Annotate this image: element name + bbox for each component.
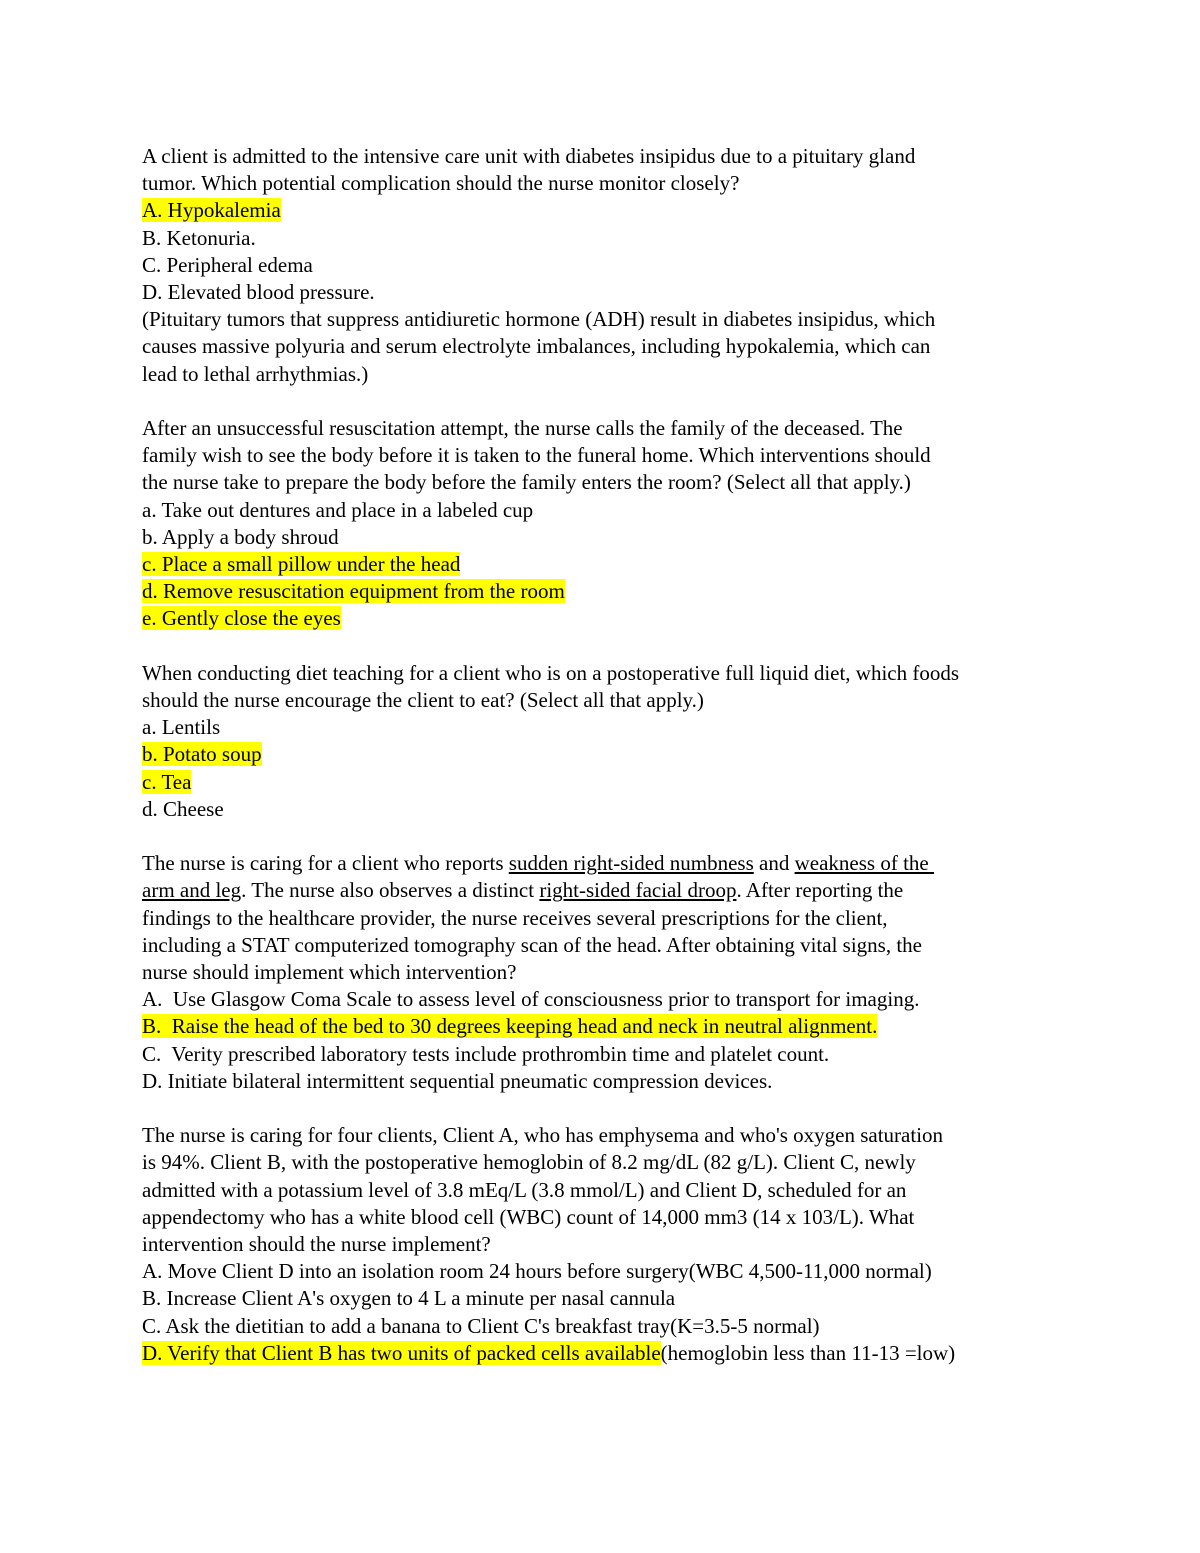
answer-option: C. Verity prescribed laboratory tests include prothrombin time and platelet count. bbox=[142, 1041, 830, 1066]
answer-option bbox=[142, 578, 1072, 605]
highlighted-answer: b. Potato soup bbox=[142, 742, 262, 767]
answer-note: (hemoglobin less than 11-13 =low) bbox=[660, 1340, 956, 1365]
question-stem: tumor. Which potential complication should the nurse monitor closely? bbox=[142, 171, 740, 196]
answer-option: B. Ketonuria. bbox=[142, 225, 256, 250]
highlighted-answer: e. Gently close the eyes bbox=[142, 606, 341, 631]
underlined-finding: right-sided facial droop bbox=[539, 878, 737, 903]
question-stem: The nurse is caring for four clients, Client A, who has emphysema and who's oxygen saturation bbox=[142, 1123, 944, 1148]
question-stem: admitted with a potassium level of 3.8 mEq/L (3.8 mmol/L) and Client D, scheduled for an bbox=[142, 1177, 907, 1202]
answer-option: C. Ask the dietitian to add a banana to Client C's breakfast tray(K=3.5-5 normal) bbox=[142, 1313, 820, 1338]
answer-option: a. Lentils bbox=[142, 715, 221, 740]
highlighted-answer: c. Tea bbox=[142, 769, 192, 794]
answer-option: D. Initiate bilateral intermittent sequential pneumatic compression devices. bbox=[142, 1068, 773, 1093]
answer-option bbox=[142, 605, 1072, 632]
underlined-finding: sudden right-sided numbness bbox=[508, 851, 754, 876]
question-stem: When conducting diet teaching for a client who is on a postoperative full liquid diet, which foods bbox=[142, 660, 960, 685]
stem-text: and bbox=[753, 851, 795, 876]
answer-option bbox=[142, 1340, 1072, 1367]
highlighted-answer: B. Raise the head of the bed to 30 degrees keeping head and neck in neutral alignment. bbox=[142, 1014, 878, 1039]
rationale-text: causes massive polyuria and serum electrolyte imbalances, including hypokalemia, which can bbox=[142, 334, 931, 359]
question-4 bbox=[142, 850, 1072, 1095]
question-stem: intervention should the nurse implement? bbox=[142, 1232, 491, 1257]
answer-option: d. Cheese bbox=[142, 796, 224, 821]
highlighted-answer: c. Place a small pillow under the head bbox=[142, 552, 461, 577]
underlined-finding: arm and leg bbox=[142, 878, 242, 903]
question-stem: should the nurse encourage the client to eat? (Select all that apply.) bbox=[142, 688, 704, 713]
question-stem: findings to the healthcare provider, the nurse receives several prescriptions for the client, bbox=[142, 905, 888, 930]
question-stem: nurse should implement which intervention? bbox=[142, 960, 517, 985]
answer-option: b. Apply a body shroud bbox=[142, 524, 339, 549]
underlined-finding: weakness of the bbox=[794, 851, 934, 876]
stem-text: . After reporting the bbox=[736, 878, 904, 903]
answer-option: B. Increase Client A's oxygen to 4 L a minute per nasal cannula bbox=[142, 1286, 676, 1311]
answer-option: a. Take out dentures and place in a labeled cup bbox=[142, 497, 534, 522]
question-3 bbox=[142, 660, 1072, 823]
question-stem bbox=[142, 877, 1072, 904]
answer-option: D. Elevated blood pressure. bbox=[142, 280, 375, 305]
answer-option: C. Peripheral edema bbox=[142, 252, 313, 277]
rationale-text: lead to lethal arrhythmias.) bbox=[142, 361, 369, 386]
highlighted-answer: d. Remove resuscitation equipment from the room bbox=[142, 579, 565, 604]
question-stem: After an unsuccessful resuscitation attempt, the nurse calls the family of the deceased. The bbox=[142, 416, 903, 441]
question-2 bbox=[142, 415, 1072, 633]
answer-option bbox=[142, 1013, 1072, 1040]
question-stem: including a STAT computerized tomography scan of the head. After obtaining vital signs, the bbox=[142, 932, 923, 957]
answer-option bbox=[142, 769, 1072, 796]
answer-option bbox=[142, 551, 1072, 578]
stem-text: . The nurse also observes a distinct bbox=[241, 878, 540, 903]
rationale-text: (Pituitary tumors that suppress antidiuretic hormone (ADH) result in diabetes insipidus, which bbox=[142, 307, 936, 332]
question-1 bbox=[142, 143, 1072, 388]
question-5 bbox=[142, 1122, 1072, 1367]
answer-option: A. Use Glasgow Coma Scale to assess level of consciousness prior to transport for imaging. bbox=[142, 987, 920, 1012]
question-stem: appendectomy who has a white blood cell (WBC) count of 14,000 mm3 (14 x 103/L). What bbox=[142, 1204, 915, 1229]
answer-option bbox=[142, 741, 1072, 768]
question-stem: is 94%. Client B, with the postoperative hemoglobin of 8.2 mg/dL (82 g/L). Client C, newly bbox=[142, 1150, 916, 1175]
highlighted-answer: A. Hypokalemia bbox=[142, 198, 281, 223]
question-stem: family wish to see the body before it is taken to the funeral home. Which interventions should bbox=[142, 443, 931, 468]
document-page bbox=[142, 143, 1072, 1367]
stem-text: The nurse is caring for a client who reports bbox=[142, 851, 509, 876]
question-stem bbox=[142, 850, 1072, 877]
answer-option bbox=[142, 197, 1072, 224]
question-stem: A client is admitted to the intensive care unit with diabetes insipidus due to a pituitary gland bbox=[142, 144, 916, 168]
question-stem: the nurse take to prepare the body before the family enters the room? (Select all that apply.) bbox=[142, 470, 911, 495]
highlighted-answer: D. Verify that Client B has two units of packed cells available bbox=[142, 1340, 661, 1365]
answer-option: A. Move Client D into an isolation room 24 hours before surgery(WBC 4,500-11,000 normal) bbox=[142, 1259, 932, 1284]
